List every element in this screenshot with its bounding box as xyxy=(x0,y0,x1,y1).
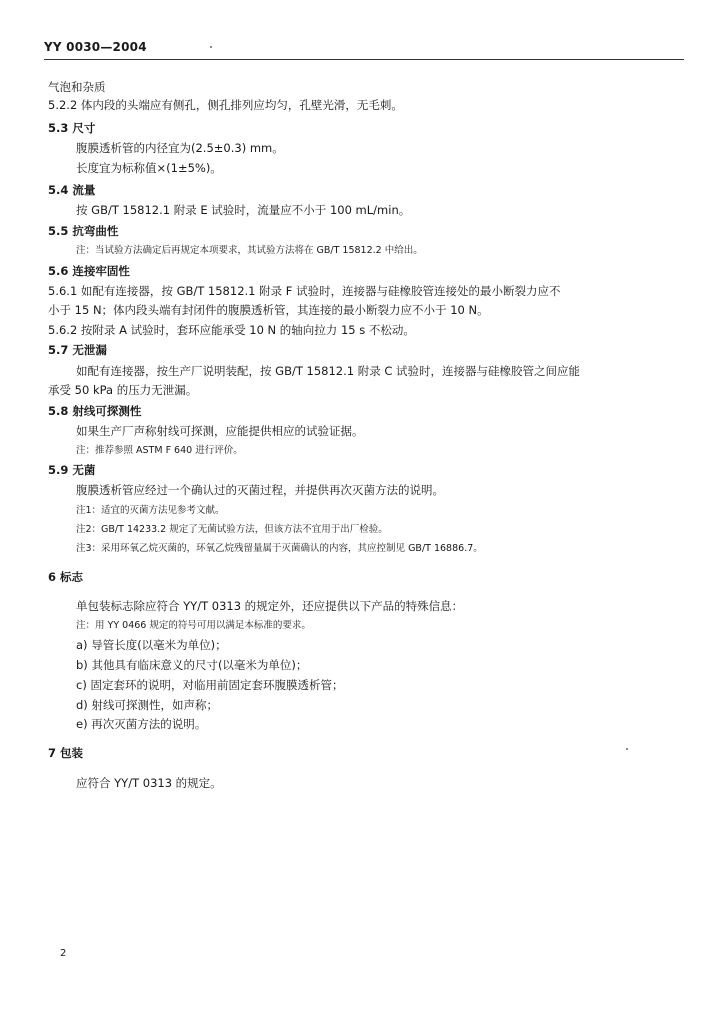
scan-speck xyxy=(210,46,212,48)
note-line: 注：用 YY 0466 规定的符号可用以满足本标准的要求。 xyxy=(76,620,311,631)
section-5-7-heading: 5.7 无泄漏 xyxy=(48,343,107,357)
text-line: 腹膜透析管应经过一个确认过的灭菌过程，并提供再次灭菌方法的说明。 xyxy=(76,483,444,497)
list-item: c) 固定套环的说明，对临用前固定套环腹膜透析管； xyxy=(76,678,344,692)
list-item: b) 其他具有临床意义的尺寸(以毫米为单位)； xyxy=(76,658,308,672)
text-line: 应符合 YY/T 0313 的规定。 xyxy=(76,776,222,790)
note-line: 注：当试验方法确定后再规定本项要求，其试验方法将在 GB/T 15812.2 中给出。 xyxy=(76,245,423,256)
text-line: 小于 15 N；体内段头端有封闭件的腹膜透析管，其连接的最小断裂力应不小于 10 N。 xyxy=(48,303,489,317)
header-rule xyxy=(44,59,684,60)
section-5-8-heading: 5.8 射线可探测性 xyxy=(48,404,142,418)
text-line: 如配有连接器，按生产厂说明装配，按 GB/T 15812.1 附录 C 试验时，连接器与硅橡胶管之间应能 xyxy=(76,364,581,378)
text-line: 单包装标志除应符合 YY/T 0313 的规定外，还应提供以下产品的特殊信息： xyxy=(76,599,464,613)
section-6-heading: 6 标志 xyxy=(48,570,84,584)
section-5-5-heading: 5.5 抗弯曲性 xyxy=(48,224,119,238)
note-line: 注：推荐参照 ASTM F 640 进行评价。 xyxy=(76,445,243,456)
clause-5-2-2: 5.2.2 体内段的头端应有侧孔，侧孔排列应均匀，孔壁光滑，无毛刺。 xyxy=(48,98,403,112)
text-line: 如果生产厂声称射线可探测，应能提供相应的试验证据。 xyxy=(76,424,364,438)
note-line: 注2：GB/T 14233.2 规定了无菌试验方法，但该方法不宜用于出厂检验。 xyxy=(76,524,388,535)
section-7-heading: 7 包装 xyxy=(48,746,84,760)
section-5-6-heading: 5.6 连接牢固性 xyxy=(48,264,130,278)
list-item: a) 导管长度(以毫米为单位)； xyxy=(76,638,227,652)
scan-speck xyxy=(626,748,628,750)
section-5-4-heading: 5.4 流量 xyxy=(48,183,96,197)
text-line: 按 GB/T 15812.1 附录 E 试验时，流量应不小于 100 mL/min。 xyxy=(76,203,411,217)
page-number: 2 xyxy=(60,948,67,959)
clause-5-6-1: 5.6.1 如配有连接器，按 GB/T 15812.1 附录 F 试验时，连接器与硅橡胶管连接处的最小断裂力应不 xyxy=(48,284,561,298)
section-5-9-heading: 5.9 无菌 xyxy=(48,463,96,477)
text-line: 气泡和杂质 xyxy=(48,80,106,94)
clause-5-6-2: 5.6.2 按附录 A 试验时，套环应能承受 10 N 的轴向拉力 15 s 不松动。 xyxy=(48,323,415,337)
note-line: 注1：适宜的灭菌方法见参考文献。 xyxy=(76,505,225,516)
text-line: 承受 50 kPa 的压力无泄漏。 xyxy=(48,383,198,397)
text-line: 腹膜透析管的内径宜为(2.5±0.3) mm。 xyxy=(76,141,284,155)
list-item: e) 再次灭菌方法的说明。 xyxy=(76,717,207,731)
text-line: 长度宜为标称值×(1±5%)。 xyxy=(76,161,222,175)
list-item: d) 射线可探测性，如声称； xyxy=(76,698,218,712)
section-5-3-heading: 5.3 尺寸 xyxy=(48,121,96,135)
standard-code-header: YY 0030—2004 xyxy=(44,40,147,54)
note-line: 注3：采用环氧乙烷灭菌的，环氧乙烷残留量属于灭菌确认的内容，其应控制见 GB/T 16886.7。 xyxy=(76,543,483,554)
